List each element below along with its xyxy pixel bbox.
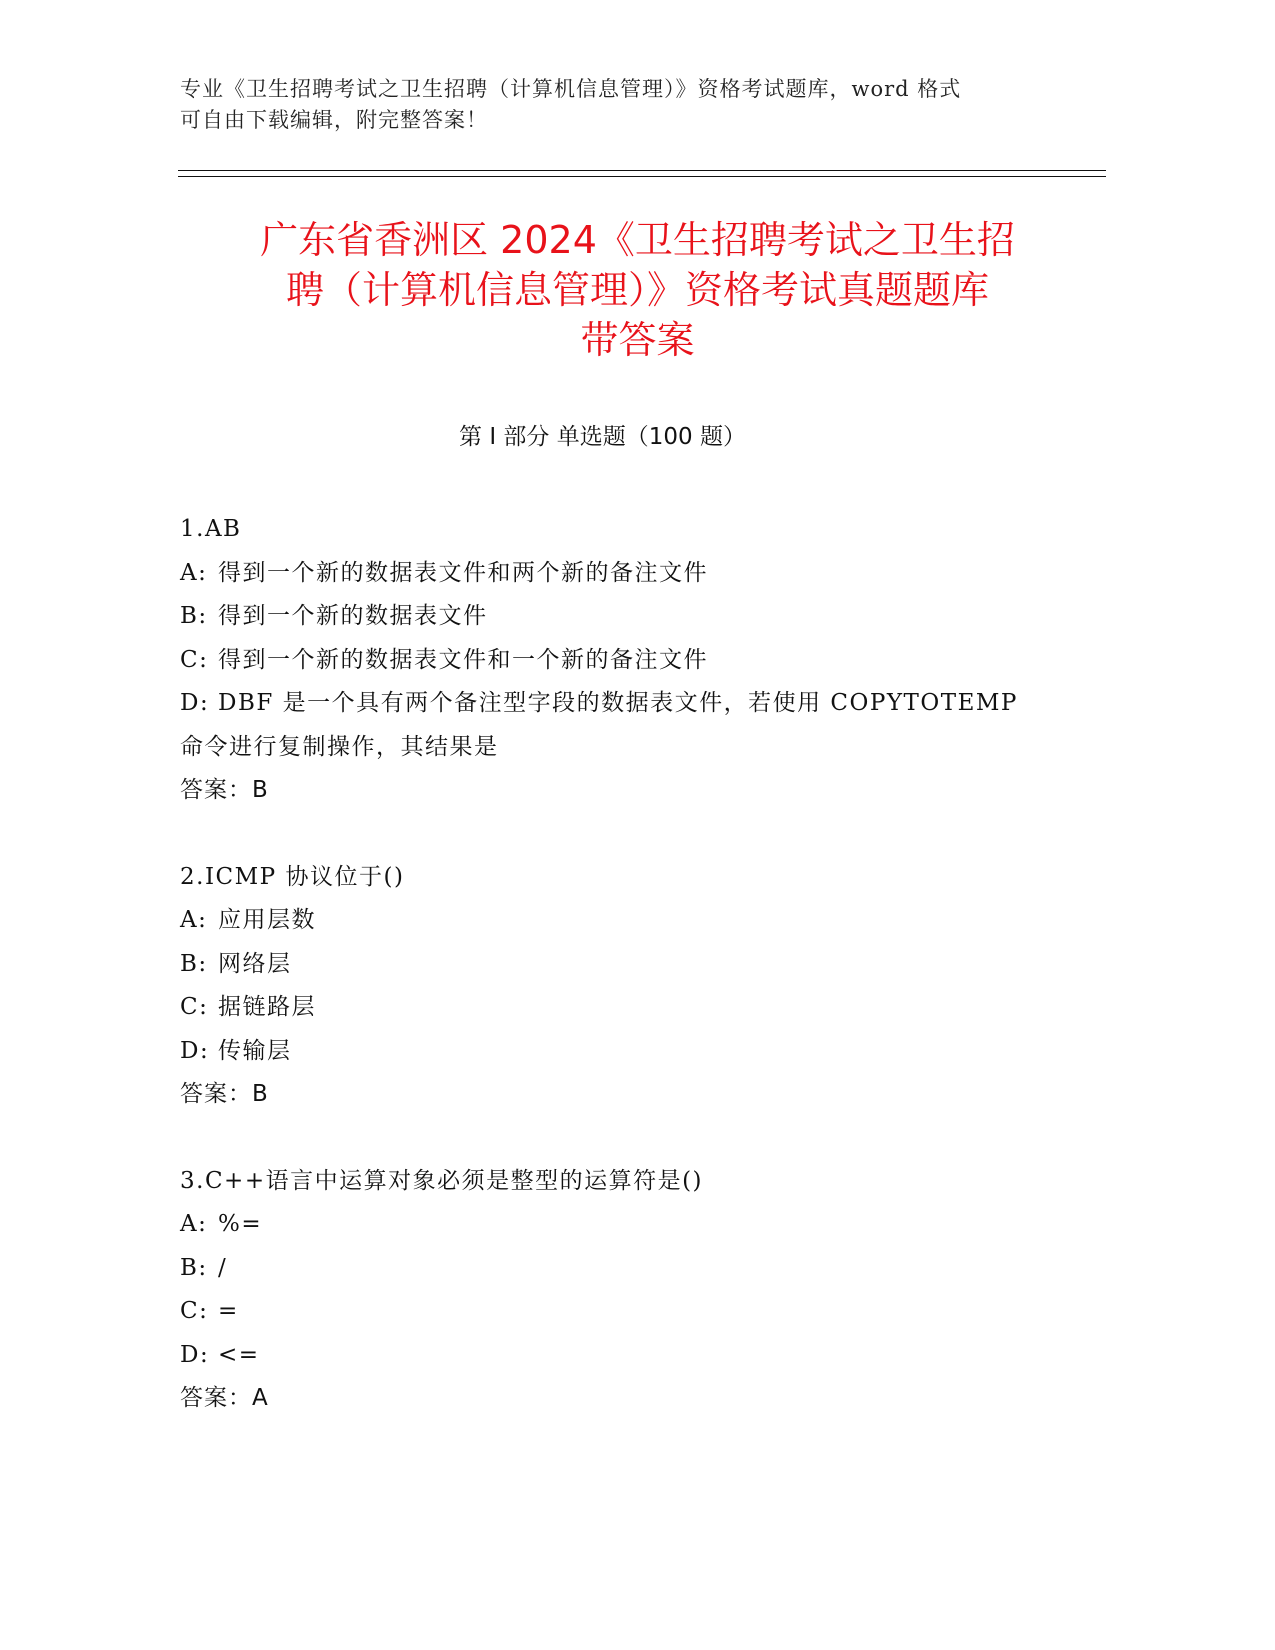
answer-line: 答案：B bbox=[180, 777, 269, 803]
option-d bbox=[180, 1030, 1050, 1074]
option-text: / bbox=[218, 1254, 228, 1281]
option-text: 应用层数 bbox=[218, 907, 316, 933]
option-label: A: bbox=[180, 559, 208, 586]
question-3 bbox=[180, 1160, 1050, 1421]
option-c bbox=[180, 639, 1050, 683]
header-note bbox=[180, 74, 1060, 136]
answer-line: 答案：A bbox=[180, 1385, 269, 1411]
option-label: B: bbox=[180, 603, 208, 629]
option-b bbox=[180, 943, 1050, 987]
question-stem: 2.ICMP 协议位于() bbox=[180, 863, 405, 890]
question-stem: 3.C++语言中运算对象必须是整型的运算符是() bbox=[180, 1167, 704, 1194]
option-text: = bbox=[218, 1298, 239, 1324]
option-label: D: bbox=[180, 690, 210, 716]
option-text: 据链路层 bbox=[218, 994, 316, 1020]
option-text: DBF 是一个具有两个备注型字段的数据表文件，若使用 COPYTOTEMP bbox=[218, 690, 1018, 716]
option-text: 得到一个新的数据表文件和一个新的备注文件 bbox=[218, 646, 708, 673]
document-title-line-1: 广东省香洲区 2024《卫生招聘考试之卫生招 bbox=[260, 218, 1015, 262]
header-divider-bottom bbox=[178, 176, 1106, 177]
option-text: <= bbox=[218, 1341, 260, 1368]
answer-line: 答案：B bbox=[180, 1081, 269, 1107]
option-a bbox=[180, 899, 1050, 943]
option-text: 网络层 bbox=[218, 950, 292, 977]
option-d-continuation: 命令进行复制操作，其结果是 bbox=[180, 733, 499, 760]
option-c bbox=[180, 1290, 1050, 1334]
option-a bbox=[180, 552, 1050, 596]
option-label: D: bbox=[180, 1341, 210, 1368]
header-note-line-2: 可自由下载编辑，附完整答案！ bbox=[180, 108, 488, 132]
option-label: A: bbox=[180, 1211, 208, 1237]
option-d bbox=[180, 1334, 1050, 1378]
option-label: D: bbox=[180, 1037, 210, 1064]
option-b bbox=[180, 1247, 1050, 1291]
option-text: %= bbox=[218, 1211, 263, 1237]
option-label: C: bbox=[180, 994, 209, 1020]
document-title-line-2: 聘（计算机信息管理）》资格考试真题题库 bbox=[285, 268, 989, 312]
section-heading: 第 I 部分 单选题（100 题） bbox=[459, 424, 746, 450]
option-label: B: bbox=[180, 950, 208, 977]
option-label: C: bbox=[180, 1298, 209, 1324]
option-label: A: bbox=[180, 907, 208, 933]
header-note-line-1: 专业《卫生招聘考试之卫生招聘（计算机信息管理）》资格考试题库，word 格式 bbox=[180, 77, 962, 101]
option-text: 得到一个新的数据表文件和两个新的备注文件 bbox=[218, 559, 708, 586]
question-2 bbox=[180, 856, 1050, 1117]
document-title-line-3: 带答案 bbox=[580, 318, 695, 362]
question-1 bbox=[180, 508, 1050, 813]
option-d bbox=[180, 682, 1050, 726]
option-a bbox=[180, 1203, 1050, 1247]
option-text: 得到一个新的数据表文件 bbox=[218, 603, 488, 629]
header-divider-top bbox=[178, 170, 1106, 171]
question-list bbox=[180, 508, 1050, 1421]
option-label: C: bbox=[180, 646, 209, 673]
option-c bbox=[180, 986, 1050, 1030]
question-stem: 1.AB bbox=[180, 516, 242, 542]
option-b bbox=[180, 595, 1050, 639]
option-text: 传输层 bbox=[218, 1037, 292, 1064]
document-title bbox=[170, 215, 1105, 365]
option-label: B: bbox=[180, 1254, 208, 1281]
